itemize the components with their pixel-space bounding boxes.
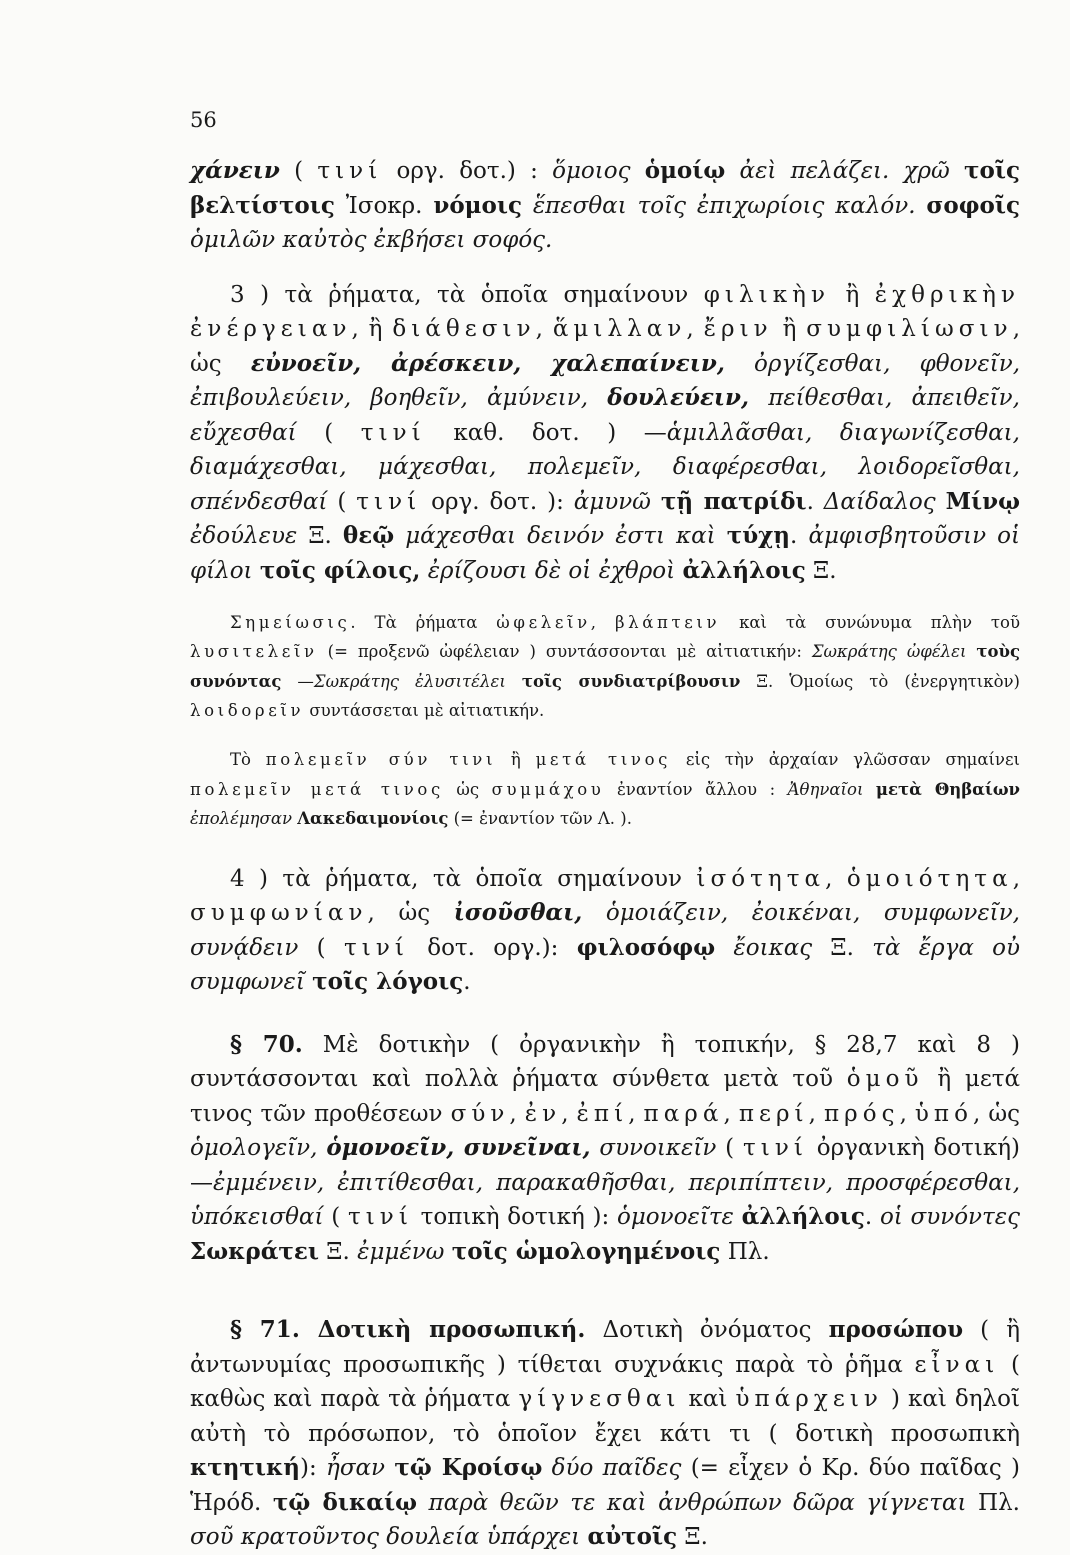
text-run: Ξ. <box>318 1238 358 1265</box>
text-run: ὁμοῦ <box>846 1066 924 1093</box>
text-run: τινί <box>360 419 426 446</box>
text-run: , <box>825 865 847 892</box>
text-run: σύν <box>450 1100 510 1127</box>
text-run: προσώπου <box>828 1316 964 1344</box>
text-run: ἐπολέμησαν <box>190 809 298 829</box>
text-run: ἀμυνῶ <box>573 488 661 515</box>
text-run: τινί <box>742 1135 808 1162</box>
text-run: ( <box>296 419 361 446</box>
text-run: χάνειν <box>190 157 280 184</box>
text-run: Λακεδαιμονίοις <box>297 809 449 829</box>
text-run: παρὰ θεῶν τε καὶ ἀνθρώπων δῶρα γίγνεται <box>416 1489 967 1516</box>
text-run: Σωκράτης ὠφέλει <box>811 642 977 662</box>
text-run: ὁμοιότητα <box>846 865 1013 892</box>
text-run: , ὡς <box>973 1100 1020 1127</box>
text-run: τινί <box>347 1204 413 1231</box>
text-run: Σημείωσις <box>230 613 351 632</box>
text-run: διάθεσιν <box>392 316 536 342</box>
text-run: ( <box>279 158 318 184</box>
text-run: § 71. Δοτικὴ προσωπική. <box>230 1316 586 1344</box>
text-run: νόμοις <box>433 191 522 219</box>
text-run: , <box>1012 865 1020 892</box>
text-run: πείθεσθαι, ἀπειθεῖν, εὔχεσθαί <box>190 385 1020 446</box>
text-run: Ξ. Ὁμοίως τὸ (ἐνεργητικὸν) <box>740 671 1020 691</box>
text-run: ὁμιλῶν καὐτὸς ἐκβήσει σοφός. <box>190 227 553 253</box>
text-run: δύο παῖδες <box>542 1455 682 1482</box>
text-run: ἔριν <box>703 316 773 342</box>
text-run: ἀεὶ πελάζει. χρῶ <box>725 158 965 184</box>
text-run: (= εἶχεν ὁ Κρ. δύο παῖδας ) Ἡρόδ. <box>190 1455 1020 1516</box>
text-run: ἰσότητα <box>696 865 826 892</box>
text-run: παρά <box>643 1100 724 1127</box>
text-run: , <box>628 1100 644 1127</box>
text-run: Ξ. <box>297 523 343 549</box>
text-run: τοῖς ὡμολογημένοις <box>451 1237 721 1265</box>
text-run: ( ἢ ἀντωνυμίας προσωπικῆς ) τίθεται συχνάκις παρὰ τὸ ῥῆμα <box>190 1317 1021 1378</box>
text-run: οργ. δοτ. ): <box>421 488 574 515</box>
text-run: ἅμιλλαν <box>552 316 687 342</box>
text-run: δοτ. οργ.): <box>408 934 577 961</box>
text-run: τινί <box>343 934 409 961</box>
text-run: ἢ <box>496 750 536 770</box>
text-run: τινί <box>317 158 383 184</box>
text-run: θεῷ <box>342 522 395 549</box>
text-run: συντάσσεται μὲ αἰτιατικήν. <box>304 701 545 721</box>
paragraph-section-70 <box>190 1028 1020 1270</box>
text-run: Σωκράτει <box>190 1237 319 1265</box>
page <box>190 108 1020 1555</box>
paragraph-section-71 <box>190 1313 1020 1555</box>
text-run: ὁμοιάζειν, ἐοικέναι, συμφωνεῖν, συνᾴδειν <box>190 900 1020 961</box>
text-run: ( <box>327 488 357 515</box>
text-run: λυσιτελεῖν <box>190 642 318 662</box>
text-run: ὠφελεῖν <box>496 613 591 632</box>
text-run: Ξ. <box>812 934 873 961</box>
text-run: εἶναι <box>914 1351 1000 1378</box>
text-run: συνοικεῖν <box>590 1135 717 1162</box>
text-run: . <box>790 523 809 549</box>
text-run: καὶ τὰ συνώνυμα πλὴν τοῦ <box>720 613 1020 632</box>
text-run: ἐδούλευε <box>190 523 298 549</box>
text-run: , ὡς <box>367 900 454 927</box>
text-run: (= ἐναντίον τῶν Λ. ). <box>448 809 632 829</box>
paragraph-note-semeiosis <box>190 608 1020 725</box>
text-run: ἔοικας <box>715 934 813 961</box>
text-run: φιλικὴν <box>703 281 831 308</box>
text-run: ἐμμένω <box>357 1238 452 1265</box>
text-run: ( <box>716 1135 743 1162</box>
text-run: , <box>899 1100 915 1127</box>
text-run: 4 ) τὰ ῥήματα, τὰ ὁποῖα σημαίνουν <box>230 865 697 892</box>
text-run: ἀλλήλοις <box>741 1203 865 1231</box>
text-run: ἐναντίον ἄλλου : <box>604 779 788 799</box>
text-run: ἀλλήλοις <box>682 556 806 584</box>
text-run: ( καθὼς καὶ παρὰ τὰ ῥήματα <box>190 1351 1020 1413</box>
text-run: μετά τινος <box>535 750 672 770</box>
text-run: § 70. <box>230 1030 303 1058</box>
text-run: , <box>509 1100 525 1127</box>
text-run: Πλ. <box>966 1489 1020 1516</box>
text-run: φιλοσόφῳ <box>576 933 716 961</box>
text-run: Μὲ δοτικὴν ( ὀργανικὴν ἢ τοπικήν, § 28,7 καὶ 8 ) συντάσσονται καὶ πολλὰ ῥήματα σύνθετα μετὰ τοῦ <box>190 1031 1020 1093</box>
text-run: Τὸ <box>230 750 266 770</box>
text-run: τοῖς συνδιατρίβουσιν <box>521 671 741 691</box>
text-run: ἀμφισβητοῦσιν οἱ φίλοι <box>190 523 1020 584</box>
text-run: δουλεύειν, <box>607 384 750 411</box>
page-number: 56 <box>190 108 217 132</box>
text-run: ἐρίζουσι δὲ οἱ ἐχθροὶ <box>420 557 683 584</box>
text-run: τοῖς λόγοις <box>312 968 464 996</box>
paragraph-item-4 <box>190 862 1020 1000</box>
text-run: σοφοῖς <box>926 191 1020 219</box>
text-run: τινί <box>356 488 422 515</box>
paragraph-note-polemein <box>190 745 1020 833</box>
paragraph-dative-continuation <box>190 154 1020 258</box>
text-run: καὶ <box>680 1386 736 1413</box>
text-run: , <box>590 613 615 632</box>
text-run: ἦσαν <box>326 1455 395 1482</box>
text-run: , <box>535 316 553 342</box>
text-run: ἐμμένειν, ἐπιτίθεσθαι, παρακαθῆσθαι, περιπίπτειν, προσφέρεσθαι, ὑπόκεισθαί <box>190 1169 1020 1231</box>
text-run: , <box>723 1100 739 1127</box>
text-run: , <box>808 1100 824 1127</box>
text-run: ) καὶ δηλοῖ αὐτὴ τὸ πρόσωπον, τὸ ὁποῖον ἔχει κάτι τι ( δοτικὴ προσωπικὴ <box>190 1386 1020 1447</box>
text-run: συμφωνίαν <box>190 900 368 927</box>
text-run: οργ. δοτ.) : <box>382 158 553 184</box>
text-run: λοιδορεῖν <box>190 701 305 721</box>
text-run: . Τὰ ῥήματα <box>350 613 497 632</box>
text-run: εἰς τὴν ἀρχαίαν γλῶσσαν σημαίνει <box>671 750 1020 770</box>
text-run: ἢ μετά τινος τῶν προθέσεων <box>190 1066 1020 1127</box>
text-run: ὁμοίῳ <box>644 157 726 184</box>
text-run: κτητική <box>190 1454 301 1482</box>
text-run: , <box>561 1100 577 1127</box>
text-run: οἱ συνόντες <box>879 1204 1020 1231</box>
text-run: ἕπεσθαι τοῖς ἐπιχωρίοις καλόν. <box>521 192 927 219</box>
text-run: ἢ <box>772 316 807 342</box>
text-run: ὅμοιος <box>552 158 645 184</box>
text-run: τοὺς συνόντας <box>190 642 1021 691</box>
text-run: Μίνῳ <box>945 487 1021 515</box>
text-run: πολεμεῖν μετά τινος <box>190 779 444 799</box>
text-run: καθ. δοτ. ) — <box>425 419 667 446</box>
text-run: πολεμεῖν σύν τινι <box>265 750 497 770</box>
text-run: ἐν <box>524 1100 562 1127</box>
text-run: . <box>463 969 471 996</box>
text-run: ὁμολογεῖν, <box>190 1135 327 1162</box>
text-run: . <box>806 488 824 515</box>
text-run: ὁμονοεῖτε <box>617 1204 742 1231</box>
text-run: εὐνοεῖν, ἀρέσκειν, χαλεπαίνειν, <box>250 349 725 377</box>
text-run: Ἰσοκρ. <box>334 192 434 219</box>
text-run: ( <box>298 934 344 961</box>
text-run: Δαίδαλος <box>823 488 946 515</box>
text-run: τὰ ἔργα οὐ συμφωνεῖ <box>190 934 1020 996</box>
text-run: τῇ πατρίδι <box>660 487 807 515</box>
text-run: . <box>864 1204 880 1231</box>
text-run: ἐπί <box>576 1100 629 1127</box>
text-run: τῷ Κροίσῳ <box>394 1454 543 1482</box>
text-run: ὑπάρχειν <box>735 1386 883 1413</box>
text-run: ἐχθρικὴν ἐνέργειαν <box>190 281 1020 342</box>
paragraph-item-3 <box>190 278 1020 589</box>
text-run: , ἢ <box>351 316 393 342</box>
text-run: — <box>281 671 314 691</box>
text-run: αὐτοῖς <box>587 1523 678 1551</box>
text-run: πρός <box>823 1100 900 1127</box>
text-run: ἰσοῦσθαι, <box>453 899 583 927</box>
text-run: Ξ. <box>805 557 837 584</box>
text-run: βλάπτειν <box>614 613 721 632</box>
text-run: 3 ) τὰ ῥήματα, τὰ ὁποῖα σημαίνουν <box>230 281 704 308</box>
text-run: συμμάχου <box>491 779 605 799</box>
text-run: ἢ <box>830 281 875 308</box>
text-run: τοπικὴ δοτική ): <box>412 1204 617 1231</box>
text-run: , <box>686 316 704 342</box>
text-run: ὀργανικὴ δοτική)— <box>190 1135 1021 1196</box>
text-run: συμφιλίωσιν <box>806 316 1013 342</box>
text-run: τοῖς φίλοις, <box>259 556 421 584</box>
text-run: ἁμιλλᾶσθαι, διαγωνίζεσθαι, διαμάχεσθαι, μάχεσθαι, πολεμεῖν, διαφέρεσθαι, λοιδορεῖσθαι, σπένδεσθαί <box>190 419 1020 515</box>
text-run: Ἀθηναῖοι <box>787 779 876 799</box>
text-run: περί <box>738 1100 809 1127</box>
text-run: μετὰ Θηβαίων <box>875 779 1020 799</box>
text-run: ὁμονοεῖν, συνεῖναι, <box>326 1134 591 1162</box>
text-run: (= προξενῶ ὠφέλειαν ) συντάσσονται μὲ αἰτιατικήν: <box>317 642 812 662</box>
text-run: ὑπό <box>914 1100 974 1127</box>
text-run: ὀργίζεσθαι, φθονεῖν, ἐπιβουλεύειν, βοηθεῖν, ἀμύνειν, <box>190 350 1021 411</box>
text-run: Δοτικὴ ὀνόματος <box>585 1317 829 1344</box>
text-run: μάχεσθαι δεινόν ἐστι καὶ <box>394 523 727 549</box>
text-run: ( <box>323 1204 348 1231</box>
text-run: Πλ. <box>720 1238 770 1265</box>
text-run: τῷ δικαίῳ <box>272 1488 417 1516</box>
text-run: Ξ. <box>677 1524 708 1551</box>
text-run: ὡς <box>443 779 492 799</box>
text-run: τύχῃ <box>726 522 791 549</box>
text-run: Σωκράτης ἐλυσιτέλει <box>313 671 522 691</box>
text-run: ): <box>300 1455 327 1482</box>
text-run: σοῦ κρατοῦντος δουλεία ὑπάρχει <box>190 1524 588 1551</box>
text-run: γίγνεσθαι <box>518 1386 681 1413</box>
text-run: τοῖς βελτίστοις <box>190 157 1020 219</box>
text-run: , ὡς <box>190 316 1020 377</box>
